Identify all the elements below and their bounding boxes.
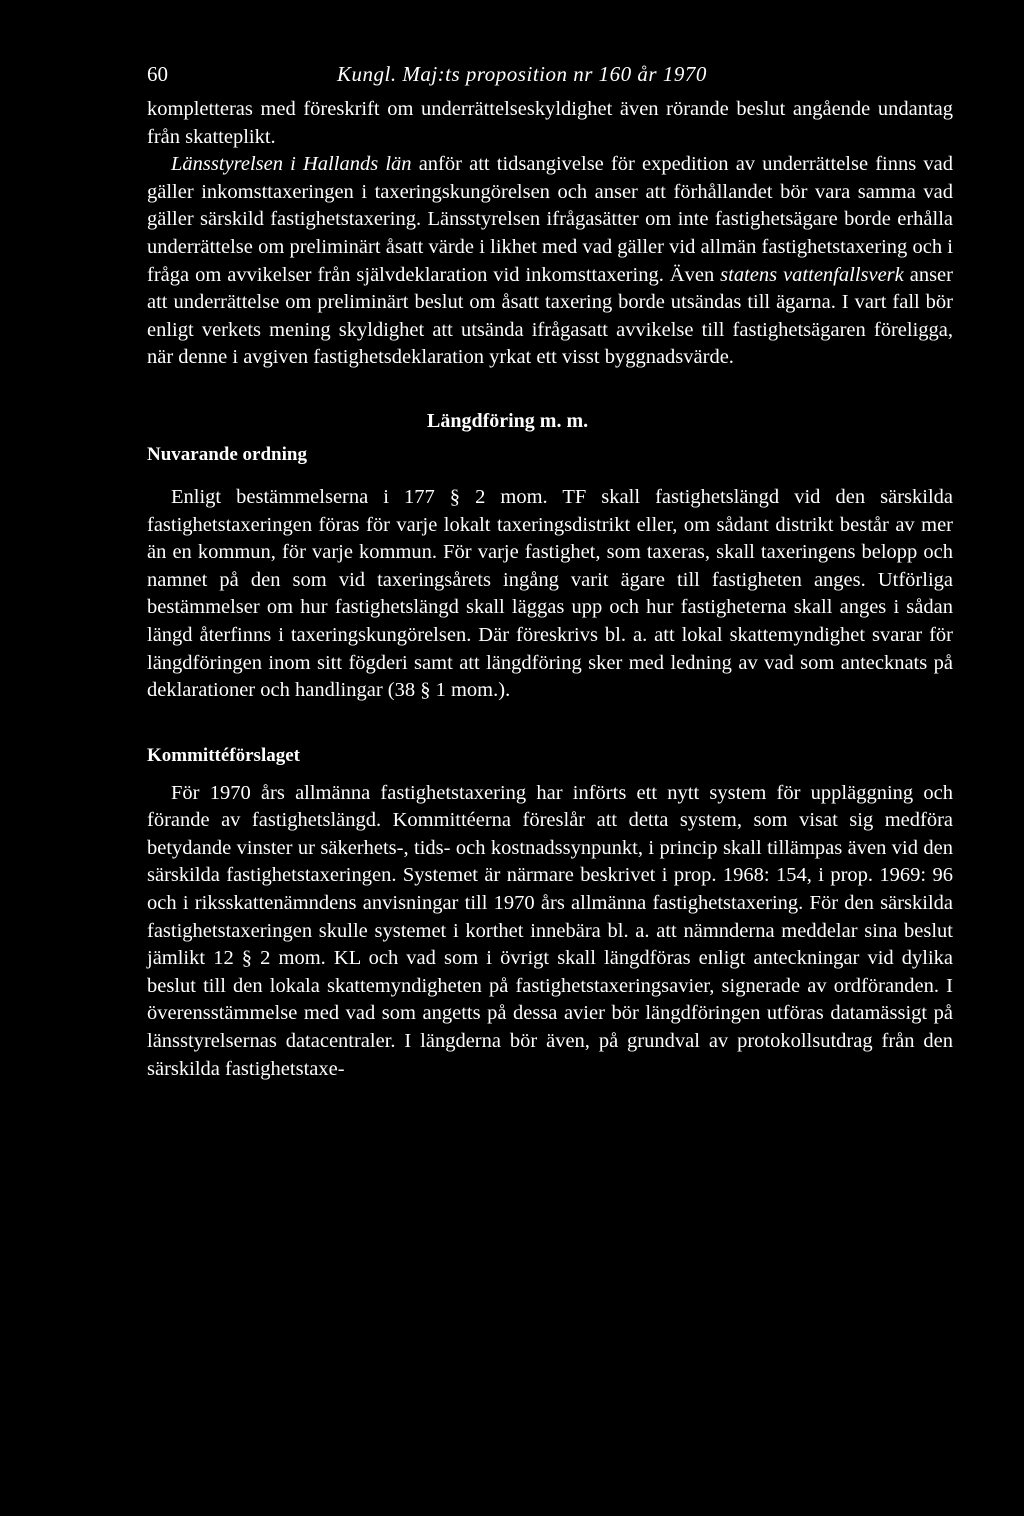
paragraph-opinions-end: anser att underrättelse om preliminärt beslut om åsatt taxering borde utsändas till ägarna. I vart fall bör enligt verkets mening skyldighet att utsända ifrågasatt avvikelse till fastighetsägaren föreligga, när denne i avgiven fastighetsdeklaration yrkat ett visst byggnadsvärde. [147, 263, 953, 369]
italic-authority-hallands: Länsstyrelsen i Hallands län [171, 153, 412, 176]
paragraph-opinions [147, 151, 953, 372]
italic-authority-vattenfallsverk: statens vattenfallsverk [720, 263, 904, 286]
document-page [147, 62, 953, 1083]
section-title: Längdföring m. m. [427, 409, 589, 432]
paragraph-continuation: kompletteras med föreskrift om underrättelseskyldighet även rörande beslut angående undantag från skatteplikt. [147, 98, 953, 148]
paragraph-committee-proposal: För 1970 års allmänna fastighetstaxering har införts ett nytt system för uppläggning och förande av fastighetslängd. Kommittéerna föreslår att detta system, som visat sig medföra betydande vinster ur säkerhets-, tids- och kostnadssynpunkt, i princip skall tillämpas även vid den särskilda fastighetstaxeringen. Systemet är närmare beskrivet i prop. 1968: 154, i prop. 1969: 96 och i riksskattenämndens anvisningar till 1970 års allmänna fastighetstaxering. För den särskilda fastighetstaxeringen skulle systemet i korthet innebära bl. a. att nämnderna meddelar sina beslut jämlikt 12 § 2 mom. KL och vad som i övrigt skall längdföras enligt anteckningar vid dylika beslut till den lokala skattemyndigheten på fastighetstaxeringsavier, signerade av ordföranden. I överensstämmelse med vad som angetts på dessa avier bör längdföringen utföras datamässigt på länsstyrelsernas datacentraler. I längderna bör även, på grundval av protokollsutdrag från den särskilda fastighetstaxe- [147, 781, 953, 1080]
page-header [147, 62, 953, 96]
subheading-current-order: Nuvarande ordning [147, 443, 307, 465]
running-title: Kungl. Maj:ts proposition nr 160 år 1970 [337, 62, 707, 86]
paragraph-current-order: Enligt bestämmelserna i 177 § 2 mom. TF skall fastighetslängd vid den särskilda fastighetstaxeringen föras för varje lokalt taxeringsdistrikt eller, om sådant distrikt består av mer än en kommun, för varje kommun. För varje fastighet, som taxeras, skall taxeringens belopp och namnet på den som vid taxeringsårets ingång varit ägare till fastigheten anges. Utförliga bestämmelser om hur fastighetslängd skall läggas upp och hur fastigheterna skall anges i sådan längd återfinns i taxeringskungörelsen. Där föreskrivs bl. a. att lokal skattemyndighet svarar för längdföringen inom sitt fögderi samt att längdföring sker med ledning av vad som antecknats på deklarationer och handlingar (38 § 1 mom.). [147, 485, 953, 702]
page-number: 60 [147, 62, 168, 86]
paragraph-opinions-text: anför att tidsangivelse för expedition av underrättelse finns vad gäller inkomsttaxeringen i taxeringskungörelsen och anser att förhållandet bör vara samma vad gäller särskild fastighetstaxering. Länsstyrelsen ifrågasätter om inte fastighetsägare borde erhålla underrättelse om preliminärt åsatt värde i likhet med vad gäller vid allmän fastighetstaxering och i fråga om avvikelser från självdeklaration vid inkomsttaxering. Även [147, 153, 953, 286]
subheading-committee-proposal: Kommittéförslaget [147, 744, 300, 766]
